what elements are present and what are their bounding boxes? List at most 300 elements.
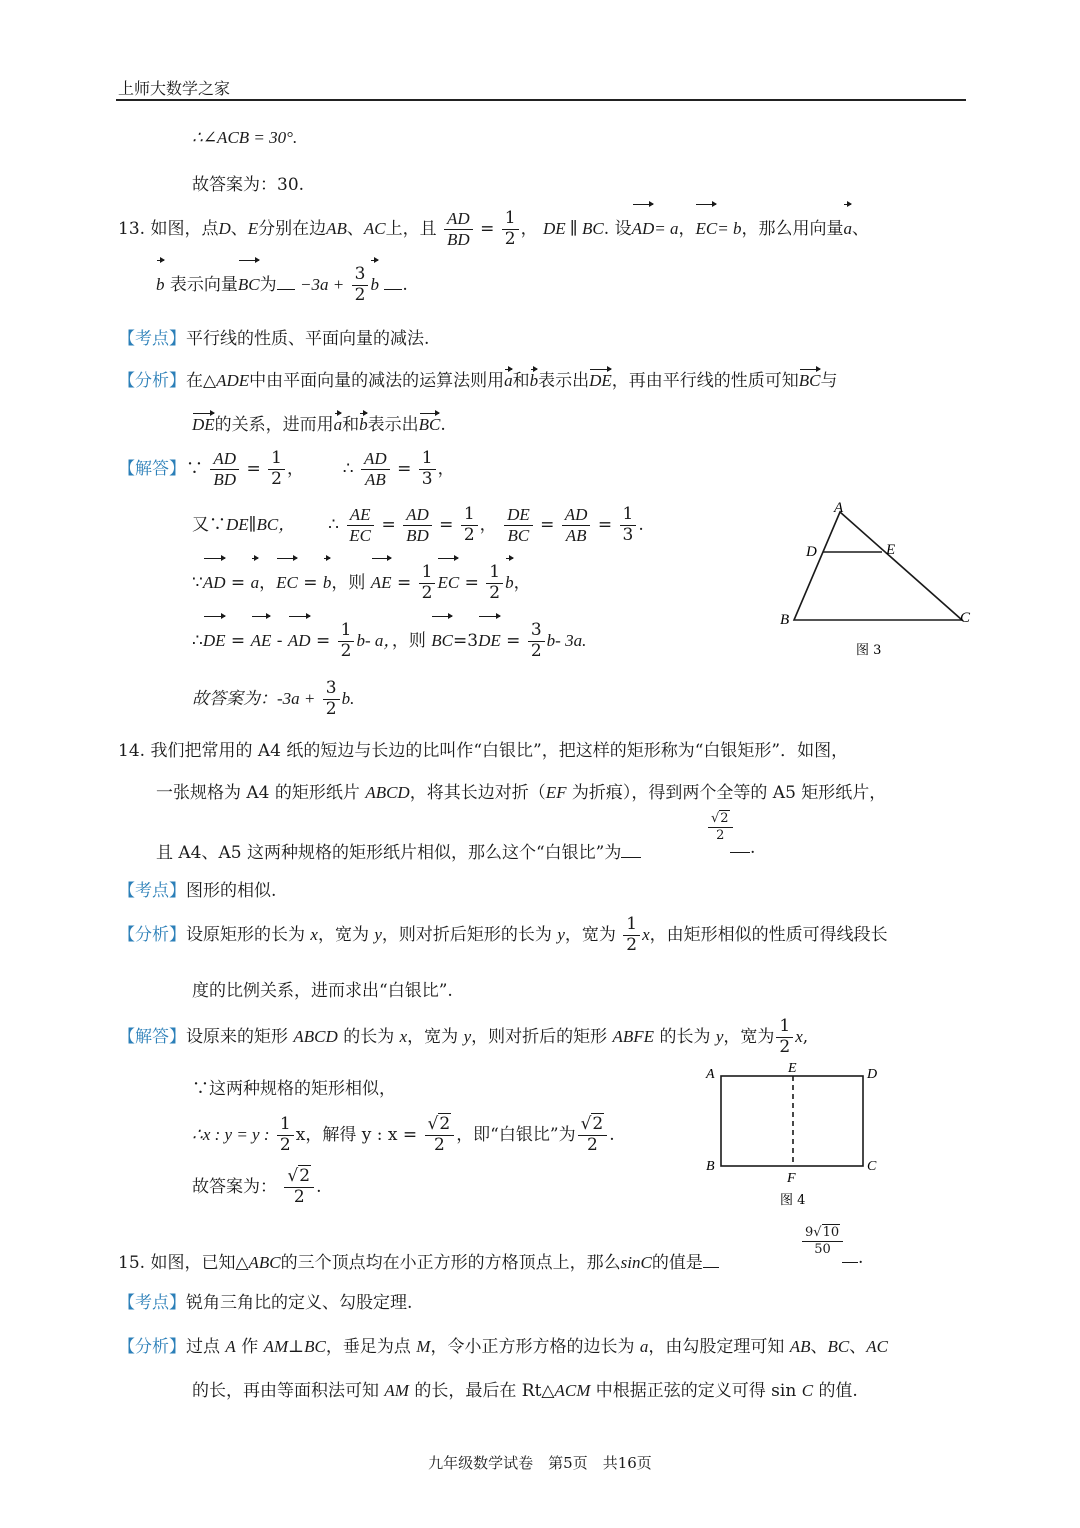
denominator: AB: [364, 470, 386, 489]
fraction: [419, 564, 436, 603]
fenxi-tag: 【分析】: [118, 1337, 186, 1357]
vector-b: b: [156, 262, 165, 308]
point-D: D: [218, 219, 231, 238]
rect-ABCD: [721, 1076, 863, 1166]
equals: =: [230, 631, 246, 651]
label-B: B: [706, 1159, 715, 1174]
denominator: BD: [213, 470, 237, 489]
vector-a: a: [843, 206, 852, 252]
point-A: A: [225, 1337, 236, 1356]
numerator: 1: [502, 210, 519, 230]
period: .: [858, 1248, 864, 1268]
triangle-ABC: ABC: [248, 1253, 281, 1272]
text: 的长为: [659, 1027, 711, 1047]
equals: =: [439, 515, 454, 535]
equals: =: [396, 573, 412, 593]
vector-AD: AD: [632, 206, 655, 252]
numerator: 1: [338, 622, 355, 642]
text: ，宽为: [723, 1027, 775, 1047]
var-y: y: [463, 1027, 472, 1046]
numerator: 1: [277, 1116, 294, 1136]
equals-a: = a: [654, 219, 679, 238]
radicand: 2: [592, 1114, 604, 1135]
side-BC: BC: [827, 1337, 850, 1356]
answer-blank-right: [384, 289, 402, 290]
denominator: 50: [814, 1241, 831, 1257]
numerator: 1: [461, 506, 478, 526]
q15-fenxi-line1: [118, 1332, 888, 1357]
expression: ∴x : y = y :: [192, 1125, 270, 1144]
label-D: D: [867, 1067, 878, 1082]
q15-line1-end: [842, 1248, 863, 1268]
vector-b: b: [370, 262, 379, 308]
text: 表示出: [538, 371, 590, 391]
answer-text: 故答案为：: [192, 1177, 277, 1197]
comma: ，: [286, 459, 304, 479]
q15-text: 的三个顶点均在小正方形的方格顶点上，那么: [280, 1253, 621, 1273]
numerator: 1: [776, 1018, 793, 1038]
q15-line1: [118, 1248, 719, 1273]
var-y: y: [715, 1027, 724, 1046]
comma: ，: [678, 219, 696, 239]
vector-b: b: [529, 371, 539, 390]
equals-three: =3: [453, 631, 479, 651]
equals: =: [315, 631, 331, 651]
numerator: 1: [620, 506, 637, 526]
period: .: [750, 838, 756, 858]
q14-text: 且 A4、A5 这两种规格的矩形纸片相似，那么这个“白银比”为: [156, 843, 622, 863]
text: 在△: [186, 371, 217, 391]
q13-kaodian: [118, 324, 429, 349]
side-AB: AB: [789, 1337, 811, 1356]
side-AC: AC: [866, 1337, 889, 1356]
denominator: 2: [626, 935, 638, 955]
vector-BC: BC: [418, 415, 441, 434]
fraction-AD-AB: [361, 450, 390, 489]
text: 过点: [186, 1337, 220, 1357]
therefore: ∴: [342, 459, 354, 479]
text: 作: [241, 1337, 259, 1357]
denominator: 2: [587, 1135, 598, 1155]
kaodian-text: 锐角三角比的定义、勾股定理.: [186, 1293, 413, 1313]
comma: ，: [479, 515, 497, 535]
fraction: [277, 1116, 294, 1155]
denominator: 3: [421, 469, 433, 489]
sep: 、: [346, 219, 364, 239]
fraction-three-halves: [352, 266, 369, 305]
point-M: M: [416, 1337, 431, 1356]
fraction-AD-AB: [562, 506, 591, 545]
jieda-tag: 【解答】: [118, 459, 186, 479]
vector-a: a: [251, 560, 260, 606]
coefficient: 9: [805, 1225, 814, 1240]
numerator: 1: [419, 450, 436, 470]
fraction: [323, 680, 340, 719]
q14-jieda-line3: [192, 1112, 615, 1158]
q14-jieda-line1: 【解答】设原来的矩形 ABCD 的长为 x，宽为 y，则对折后的矩形 ABFE 的长为 y，宽为 $\frac{1}{2}$ x,: [118, 1016, 809, 1057]
period: .: [609, 1125, 615, 1145]
q13-jieda-line2: [192, 502, 644, 548]
var-x: x: [642, 925, 650, 944]
fraction-DE-BC: [504, 506, 533, 545]
point-C: C: [801, 1381, 814, 1400]
kaodian-text: 图形的相似.: [186, 881, 277, 901]
text: ，宽为: [317, 925, 369, 945]
vector-AE: AE: [251, 618, 272, 664]
denominator: AB: [565, 526, 587, 545]
rect-ABFE: ABFE: [612, 1027, 655, 1046]
numerator: AD: [210, 450, 239, 470]
radicand: 2: [299, 1166, 311, 1187]
q14-line2: [156, 778, 886, 803]
vector-AD: AD: [288, 618, 311, 664]
equals: =: [381, 515, 396, 535]
q14-text: 为折痕），得到两个全等的 A5 矩形纸片，: [571, 783, 887, 803]
radicand: 2: [720, 811, 729, 826]
vector-DE: DE: [192, 415, 215, 434]
triangle-ABC: [794, 512, 962, 620]
answer-blank-right: [842, 1262, 858, 1263]
side-AB: AB: [326, 219, 347, 238]
fraction-AD-BD: [403, 506, 432, 545]
q15-number: 15.: [118, 1253, 146, 1273]
denominator: 2: [271, 469, 282, 489]
because: ∵: [192, 573, 203, 593]
q14-text: 我们把常用的 A4 纸的短边与长边的比叫作“白银比”，把这样的矩形称为“白银矩形”．如图，: [150, 741, 849, 761]
fraction-9sqrt10-over-50: $\frac{9√10}{50}$: [802, 1226, 843, 1256]
q14-text: ，将其长边对折（: [409, 783, 546, 803]
answer-blank-left: [277, 289, 295, 290]
period: .: [402, 275, 408, 295]
figure-caption: 图 4: [780, 1193, 806, 1208]
segment-AM: AM: [384, 1381, 409, 1400]
because: ∵: [186, 459, 203, 479]
vector-DE: DE: [203, 618, 226, 664]
text: ，则对折后矩形的长为: [381, 925, 552, 945]
q14-line1: [118, 736, 848, 761]
text: 和: [512, 371, 530, 391]
period: .: [638, 515, 644, 535]
fenxi-tag: 【分析】: [118, 371, 186, 391]
q13-jieda-line1: [118, 446, 455, 492]
therefore: ∴: [192, 631, 203, 651]
fraction-AD-BD: [210, 450, 239, 489]
vector-a: a: [333, 415, 343, 434]
var-x: x: [795, 1027, 803, 1046]
label-E: E: [788, 1061, 797, 1076]
q13-text: 如图，点: [150, 219, 219, 239]
text: ，则: [391, 631, 426, 651]
fraction-one-half: [502, 210, 519, 249]
fraction: [419, 450, 436, 489]
denominator: 2: [279, 1135, 291, 1155]
denominator: 2: [340, 641, 352, 661]
text: ，宽为: [564, 925, 616, 945]
numerator: AE: [347, 506, 374, 526]
text: 表示出: [367, 415, 419, 435]
numerator: 1: [268, 450, 285, 470]
text: ，则对折后的矩形: [471, 1027, 608, 1047]
comma: ，: [437, 459, 455, 479]
text: 又∵: [192, 515, 226, 535]
text: 中根据正弦的定义可得 sin: [595, 1381, 797, 1401]
period: .: [316, 1177, 322, 1197]
fraction: [338, 622, 355, 661]
label-D: D: [806, 544, 817, 560]
equals: =: [540, 515, 555, 535]
page-header: 上师大数学之家: [118, 79, 231, 98]
denominator: 2: [716, 827, 725, 843]
vector-EC: EC: [437, 560, 459, 606]
label-A: A: [834, 500, 844, 516]
numerator: DE: [504, 506, 533, 526]
q13-stem-line2: [156, 262, 408, 308]
equals: =: [597, 515, 613, 535]
equals: =: [230, 573, 246, 593]
equals: =: [506, 631, 521, 651]
text: ，由勾股定理可知: [648, 1337, 785, 1357]
vector-DE: DE: [478, 618, 501, 664]
q13-text: . 设: [603, 219, 632, 239]
parallel: DE∥BC，: [226, 515, 296, 534]
q15-fenxi-line2: [192, 1376, 858, 1401]
fraction: [528, 622, 545, 661]
numerator: 1: [419, 564, 436, 584]
kaodian-tag: 【考点】: [118, 1293, 186, 1313]
vector-a: a: [504, 371, 513, 390]
var-x: x: [399, 1027, 408, 1046]
sep: 、: [230, 219, 248, 239]
equals: =: [397, 459, 412, 479]
text: ，则: [331, 573, 366, 593]
q13-jieda-line4: [192, 618, 586, 664]
numerator: 3: [528, 622, 545, 642]
parallel-statement: DE ∥ BC: [543, 219, 604, 238]
q13-text: ，那么用向量: [741, 219, 844, 239]
text: ，即“白银比”为: [456, 1125, 576, 1145]
fraction: [486, 564, 503, 603]
equals: =: [246, 459, 261, 479]
comma: ，: [513, 573, 531, 593]
crease-EF: EF: [545, 783, 567, 802]
denominator: 2: [779, 1037, 791, 1057]
side-AC: AC: [363, 219, 386, 238]
text: .: [440, 415, 446, 435]
text: x，解得 y : x =: [295, 1125, 418, 1145]
fraction-sqrt2-over-2: $\frac{√2}{2}$: [425, 1116, 455, 1155]
var-y: y: [557, 925, 565, 944]
denominator: BD: [447, 230, 470, 249]
header-rule: [116, 99, 966, 101]
numerator: 3: [352, 266, 369, 286]
text: 中由平面向量的减法的运算法则用: [249, 371, 505, 391]
vector-BC: BC: [431, 618, 453, 664]
q13-jieda-answer: [192, 676, 354, 722]
equals-b: = b: [717, 219, 742, 238]
answer-blank-right: [730, 852, 750, 853]
fraction-sqrt2-over-2: $\frac{√2}{2}$: [578, 1116, 608, 1155]
radicand: 2: [439, 1114, 451, 1135]
denominator: 2: [530, 641, 542, 661]
q13-jieda-line3: [192, 560, 531, 606]
fraction-AE-EC: [346, 506, 374, 545]
fraction-sqrt2-over-2: $\frac{√2}{2}$: [708, 812, 733, 842]
denominator: 2: [489, 583, 501, 603]
figure-3-triangle: [770, 496, 980, 666]
q13-text: 上，且: [385, 219, 437, 239]
vector-EC: EC: [695, 206, 717, 252]
answer-blank-left: [703, 1267, 719, 1268]
denominator: 2: [463, 525, 475, 545]
kaodian-tag: 【考点】: [118, 329, 186, 349]
sep: 、: [810, 1337, 828, 1357]
triangle-ADE: ADE: [216, 371, 250, 390]
vector-BC: BC: [238, 262, 260, 308]
var-y: y: [374, 925, 382, 944]
label-E: E: [886, 542, 896, 558]
q14-number: 14.: [118, 741, 146, 761]
sep: 、: [851, 219, 869, 239]
point-E: E: [247, 219, 259, 238]
numerator: 3: [323, 680, 340, 700]
denominator: 2: [293, 1187, 305, 1207]
denominator: BC: [507, 526, 530, 545]
denominator: 2: [354, 285, 366, 305]
answer-text: b.: [341, 689, 355, 708]
vector-b: b: [359, 415, 368, 434]
radicand: 10: [822, 1225, 840, 1240]
denominator: 2: [433, 1135, 445, 1155]
var-a: a: [639, 1337, 649, 1356]
rect-ABCD: ABCD: [365, 783, 410, 802]
q14-fenxi-line1: [118, 912, 888, 958]
denominator: EC: [349, 526, 372, 545]
var-x: x: [310, 925, 318, 944]
perpendicular: AM⊥BC: [263, 1337, 326, 1356]
triangle-ACM: ACM: [554, 1381, 591, 1400]
q14-line3-end: [730, 838, 755, 858]
vector-EC: EC: [276, 560, 298, 606]
kaodian-text: 平行线的性质、平面向量的减法.: [186, 329, 430, 349]
answer-blank-left: [621, 857, 641, 858]
vector-b: b: [546, 631, 556, 650]
q15-kaodian: [118, 1288, 412, 1313]
q12-answer: 故答案为：30.: [192, 175, 305, 195]
label-B: B: [780, 612, 790, 628]
text: ，再由平行线的性质可知: [611, 371, 799, 391]
fraction-sqrt2-over-2: $\frac{√2}{2}$: [284, 1168, 314, 1207]
q13-fenxi-line1: [118, 366, 838, 391]
vector-BC: BC: [798, 371, 821, 390]
text: 的长，再由等面积法可知: [192, 1381, 379, 1401]
fraction-AD-BD: [444, 210, 473, 249]
fenxi-tag: 【分析】: [118, 925, 186, 945]
expression: b- a，: [356, 631, 392, 650]
numerator: AD: [562, 506, 591, 526]
text: ，令小正方形方格的边长为: [430, 1337, 635, 1357]
equals: =: [303, 573, 318, 593]
numerator: AD: [444, 210, 473, 230]
q13-text: 表示向量: [169, 275, 238, 295]
minus: -: [276, 631, 283, 651]
text: 的值.: [818, 1381, 858, 1401]
label-F: F: [787, 1171, 796, 1186]
label-A: A: [706, 1067, 715, 1082]
text: 的长，最后在 Rt△: [414, 1381, 555, 1401]
vector-AE: AE: [371, 560, 392, 606]
denominator: 2: [421, 583, 433, 603]
fraction: [461, 506, 478, 545]
rect-ABCD: ABCD: [293, 1027, 338, 1046]
text: 设原矩形的长为: [186, 925, 305, 945]
sep: 、: [849, 1337, 867, 1357]
vector-AD: AD: [203, 560, 226, 606]
q14-line3: [156, 838, 641, 863]
expression: - 3a.: [555, 631, 587, 650]
denominator: 2: [325, 699, 337, 719]
text: 的长为: [343, 1027, 395, 1047]
vector-b: b: [323, 560, 332, 606]
q12-angle-line: ∴∠ACB = 30°.: [192, 128, 298, 147]
q14-kaodian: [118, 876, 276, 901]
fraction: [620, 506, 637, 545]
q14-jieda-answer: [192, 1164, 321, 1210]
text: 和: [342, 415, 360, 435]
page-footer: 九年级数学试卷 第5页 共16页: [428, 1454, 652, 1472]
answer-part: −3a +: [300, 275, 345, 294]
q15-answer: [800, 1226, 845, 1256]
text: 与: [820, 371, 838, 391]
numerator: AD: [403, 506, 432, 526]
q15-text: 的值是: [651, 1253, 703, 1273]
vector-b: b: [505, 560, 514, 606]
q13-text: 分别在边: [258, 219, 327, 239]
q14-fenxi-line2: 度的比例关系，进而求出“白银比”.: [192, 981, 453, 1001]
q13-number: 13.: [118, 219, 146, 239]
text: 的关系，进而用: [214, 415, 334, 435]
numerator: AD: [361, 450, 390, 470]
figure-caption: 图 3: [856, 643, 882, 658]
fraction: [268, 450, 285, 489]
comma: ，: [259, 573, 277, 593]
q13-fenxi-line2: [192, 410, 446, 435]
q15-text: 如图，已知△: [150, 1253, 249, 1273]
denominator: BD: [406, 526, 429, 545]
answer-text: 故答案为：-3a +: [192, 689, 316, 708]
text: ，宽为: [407, 1027, 459, 1047]
fraction: [776, 1018, 793, 1057]
text: ，垂足为点: [325, 1337, 411, 1357]
numerator: 1: [486, 564, 503, 584]
text: ，由矩形相似的性质可得线段长: [649, 925, 888, 945]
q14-text: 一张规格为 A4 的矩形纸片: [156, 783, 360, 803]
denominator: 2: [504, 229, 516, 249]
label-C: C: [867, 1159, 877, 1174]
numerator: 1: [623, 916, 640, 936]
therefore: ∴: [328, 515, 339, 535]
kaodian-tag: 【考点】: [118, 881, 186, 901]
equals: =: [480, 219, 495, 239]
q13-stem-line1: 13. 如图，点D、E分别在边AB、AC上，且 $\frac{AD}{BD}$ = $\frac{1}{2}$ ， DE ∥ BC. 设AD= a，EC= b，那么用向量a、: [118, 206, 869, 252]
text: 设原来的矩形: [186, 1027, 288, 1047]
fraction: [623, 916, 640, 955]
jieda-tag: 【解答】: [118, 1027, 186, 1047]
sin-C: sinC: [620, 1253, 652, 1272]
q12-conclusion: [192, 128, 297, 148]
figure-4-rectangle: [700, 1056, 890, 1214]
denominator: 3: [622, 525, 634, 545]
q13-text: 为: [259, 275, 277, 295]
